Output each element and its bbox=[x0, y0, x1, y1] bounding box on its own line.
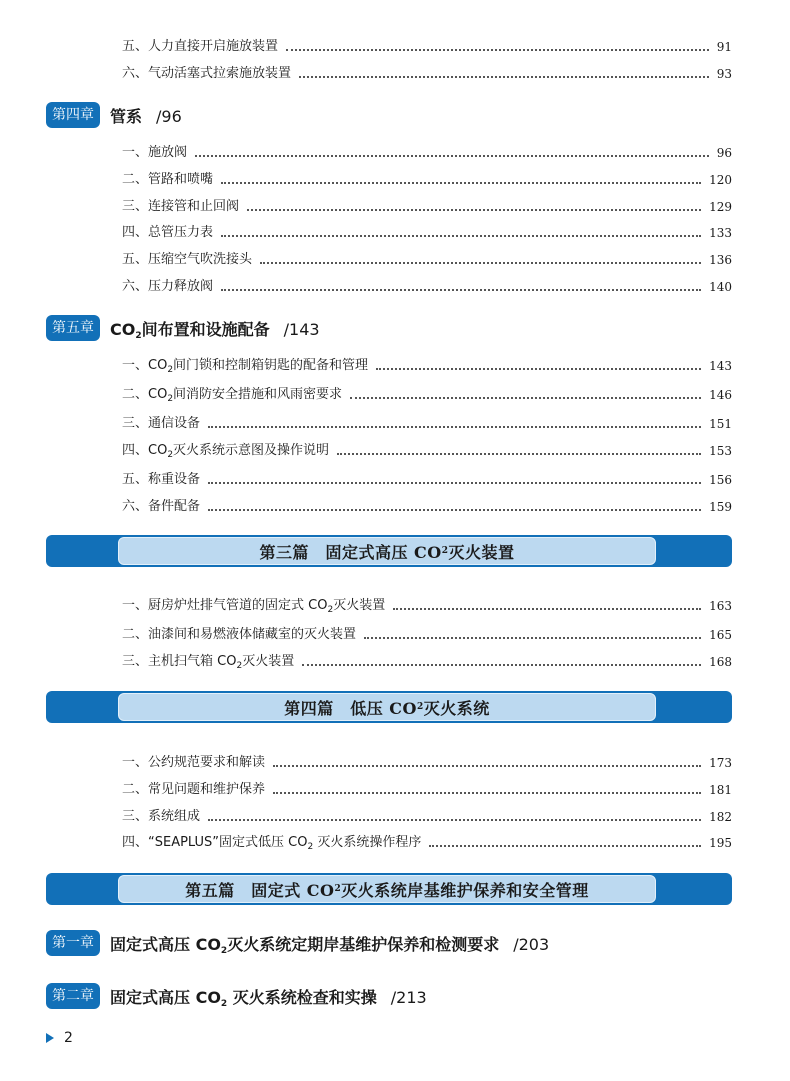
chapter-page: /143 bbox=[283, 319, 320, 339]
toc-entry[interactable] bbox=[122, 624, 732, 644]
toc-entry-label: 四、$CO_2$灭火系统示意图及操作说明 bbox=[122, 443, 330, 460]
toc-entry-label: 一、$CO_2$间门锁和控制箱钥匙的配备和管理 bbox=[122, 358, 369, 375]
toc-entry-label: 二、$CO_2$间消防安全措施和风雨密要求 bbox=[122, 387, 343, 404]
toc-entry[interactable] bbox=[122, 469, 732, 489]
toc-entry-label: 二、常见问题和维护保养 bbox=[122, 782, 266, 797]
toc-entry[interactable] bbox=[122, 276, 732, 296]
chapter-title: 固定式高压 $CO_2$ 灭火系统检查和实操 /213 bbox=[110, 987, 427, 1009]
toc-entry[interactable] bbox=[122, 36, 732, 56]
toc-entry-page: 143 bbox=[709, 359, 732, 373]
toc-entry[interactable] bbox=[122, 384, 732, 404]
toc-entry-label: 六、气动活塞式拉索施放装置 bbox=[122, 66, 292, 81]
toc-entry-label: 三、通信设备 bbox=[122, 416, 201, 431]
toc-entry[interactable] bbox=[122, 222, 732, 242]
toc-entry-label: 六、压力释放阀 bbox=[122, 279, 214, 294]
toc-entry[interactable] bbox=[122, 806, 732, 826]
toc-entry-page: 136 bbox=[709, 253, 732, 267]
leader-dots bbox=[429, 845, 701, 847]
toc-entry-page: 195 bbox=[709, 836, 732, 850]
chapter-badge: 第二章 bbox=[46, 983, 100, 1009]
leader-dots bbox=[208, 509, 701, 511]
toc-entry-label: 四、总管压力表 bbox=[122, 225, 214, 240]
leader-dots bbox=[208, 482, 701, 484]
toc-entry-label: 一、施放阀 bbox=[122, 145, 188, 160]
leader-dots bbox=[221, 235, 701, 237]
toc-entry-label: 六、备件配备 bbox=[122, 499, 201, 514]
toc-entry-label: 一、厨房炉灶排气管道的固定式 $CO_2$灭火装置 bbox=[122, 598, 386, 615]
toc-entry-page: 129 bbox=[709, 200, 732, 214]
toc-entry[interactable] bbox=[122, 779, 732, 799]
chapter-title: $CO_2$间布置和设施配备 /143 bbox=[110, 319, 320, 341]
leader-dots bbox=[337, 453, 701, 455]
toc-entry[interactable] bbox=[122, 752, 732, 772]
leader-dots bbox=[195, 155, 709, 157]
toc-entry[interactable] bbox=[122, 496, 732, 516]
chapter-badge: 第一章 bbox=[46, 930, 100, 956]
chapter-page: /203 bbox=[513, 934, 550, 954]
toc-entry-label: 二、油漆间和易燃液体储藏室的灭火装置 bbox=[122, 627, 357, 642]
leader-dots bbox=[350, 397, 701, 399]
part-banner[interactable] bbox=[46, 535, 732, 567]
leader-dots bbox=[208, 426, 701, 428]
leader-dots bbox=[221, 289, 701, 291]
toc-entry-page: 151 bbox=[709, 417, 732, 431]
toc-entry-page: 163 bbox=[709, 599, 732, 613]
toc-entry[interactable] bbox=[122, 440, 732, 460]
toc-entry-page: 181 bbox=[709, 783, 732, 797]
toc-entry-page: 133 bbox=[709, 226, 732, 240]
toc-entry-page: 168 bbox=[709, 655, 732, 669]
toc-entry[interactable] bbox=[122, 413, 732, 433]
leader-dots bbox=[221, 182, 701, 184]
leader-dots bbox=[286, 49, 709, 51]
leader-dots bbox=[247, 209, 701, 211]
toc-entry-label: 五、人力直接开启施放装置 bbox=[122, 39, 279, 54]
leader-dots bbox=[376, 368, 701, 370]
part-banner[interactable] bbox=[46, 691, 732, 723]
toc-entry-page: 93 bbox=[716, 67, 732, 81]
chapter-page: /213 bbox=[390, 987, 427, 1007]
toc-entry-page: 140 bbox=[709, 280, 732, 294]
toc-entry-page: 153 bbox=[709, 444, 732, 458]
toc-entry-label: 五、称重设备 bbox=[122, 472, 201, 487]
chapter-heading[interactable] bbox=[46, 315, 320, 341]
leader-dots bbox=[208, 819, 701, 821]
leader-dots bbox=[260, 262, 701, 264]
toc-entry-page: 96 bbox=[716, 146, 732, 160]
chapter-title: 管系 /96 bbox=[110, 106, 182, 126]
toc-entry-page: 182 bbox=[709, 810, 732, 824]
toc-entry-label: 四、“SEAPLUS”固定式低压 $CO_2$ 灭火系统操作程序 bbox=[122, 835, 422, 852]
toc-entry-label: 二、管路和喷嘴 bbox=[122, 172, 214, 187]
toc-entry[interactable] bbox=[122, 196, 732, 216]
toc-entry-page: 146 bbox=[709, 388, 732, 402]
page-footer bbox=[46, 1030, 73, 1046]
toc-entry-page: 91 bbox=[716, 40, 732, 54]
part-title: 第四篇 低压 CO 2 灭火系统 bbox=[118, 693, 656, 721]
toc-entry-label: 三、主机扫气箱 $CO_2$灭火装置 bbox=[122, 654, 295, 671]
toc-entry-page: 173 bbox=[709, 756, 732, 770]
toc-entry-label: 三、系统组成 bbox=[122, 809, 201, 824]
toc-entry-page: 165 bbox=[709, 628, 732, 642]
toc-entry[interactable] bbox=[122, 142, 732, 162]
leader-dots bbox=[364, 637, 701, 639]
chapter-page: /96 bbox=[156, 106, 182, 126]
part-banner[interactable] bbox=[46, 873, 732, 905]
leader-dots bbox=[299, 76, 709, 78]
chapter-badge: 第五章 bbox=[46, 315, 100, 341]
chapter-heading[interactable] bbox=[46, 102, 182, 128]
leader-dots bbox=[302, 664, 701, 666]
toc-entry[interactable] bbox=[122, 169, 732, 189]
toc-entry-page: 156 bbox=[709, 473, 732, 487]
toc-entry[interactable] bbox=[122, 249, 732, 269]
page-number: 2 bbox=[64, 1030, 73, 1046]
triangle-marker-icon bbox=[46, 1033, 54, 1043]
toc-entry-label: 三、连接管和止回阀 bbox=[122, 199, 240, 214]
leader-dots bbox=[393, 608, 701, 610]
toc-entry-label: 五、压缩空气吹洗接头 bbox=[122, 252, 253, 267]
leader-dots bbox=[273, 765, 701, 767]
chapter-heading[interactable] bbox=[46, 983, 427, 1009]
toc-entry[interactable] bbox=[122, 595, 732, 615]
toc-entry-label: 一、公约规范要求和解读 bbox=[122, 755, 266, 770]
toc-entry[interactable] bbox=[122, 63, 732, 83]
chapter-title: 固定式高压 $CO_2$灭火系统定期岸基维护保养和检测要求 /203 bbox=[110, 934, 550, 956]
toc-entry[interactable] bbox=[122, 355, 732, 375]
chapter-heading[interactable] bbox=[46, 930, 549, 956]
toc-entry[interactable] bbox=[122, 651, 732, 671]
toc-entry-page: 159 bbox=[709, 500, 732, 514]
part-title: 第三篇 固定式高压 CO 2 灭火装置 bbox=[118, 537, 656, 565]
toc-entry-page: 120 bbox=[709, 173, 732, 187]
leader-dots bbox=[273, 792, 701, 794]
chapter-badge: 第四章 bbox=[46, 102, 100, 128]
part-title: 第五篇 固定式 CO 2 灭火系统岸基维护保养和安全管理 bbox=[118, 875, 656, 903]
toc-entry[interactable] bbox=[122, 832, 732, 852]
